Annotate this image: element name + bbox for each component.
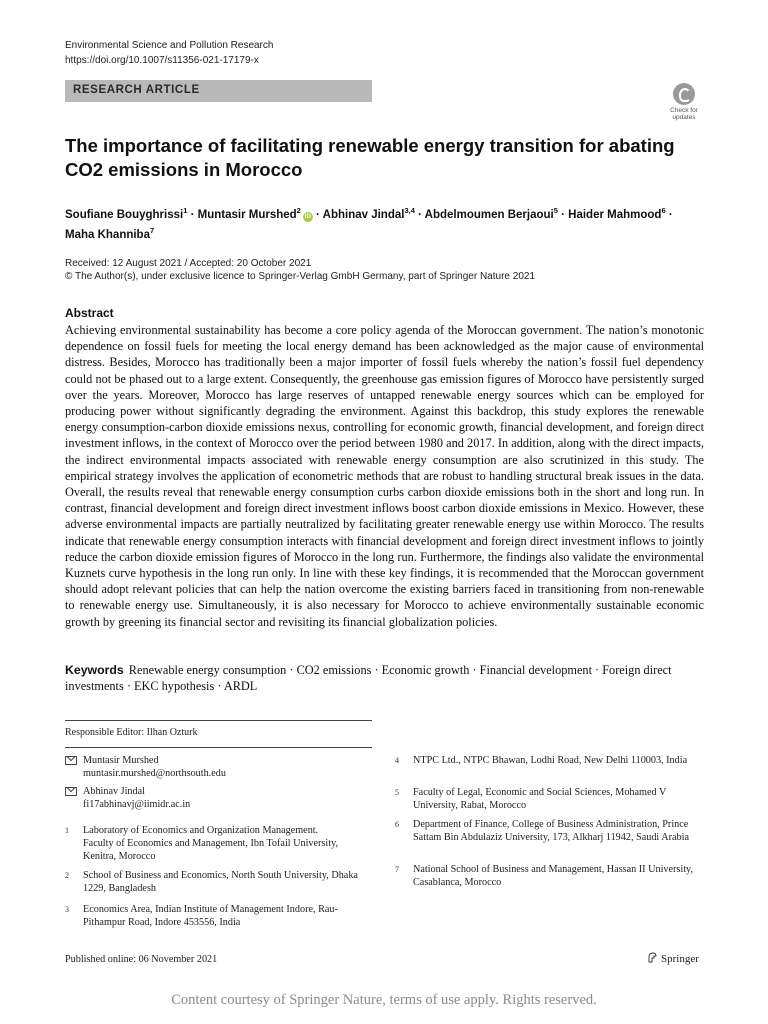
affiliation-text: Department of Finance, College of Business Administration, Prince Sattam Bin Abdulaziz University, 173, Alkharj 11942, Saudi Arabia <box>413 819 689 843</box>
journal-name: Environmental Science and Pollution Research <box>65 40 274 51</box>
author-name: Haider Mahmood <box>568 208 662 221</box>
article-type-label: RESEARCH ARTICLE <box>73 84 200 96</box>
divider <box>65 720 372 721</box>
keywords <box>65 662 704 694</box>
contact-name: Muntasir Murshed <box>83 755 159 766</box>
affiliation-text: Laboratory of Economics and Organization Management. Faculty of Economics and Management, Ibn Tofail University, Kenitra, Morocco <box>83 825 339 862</box>
published-date: Published online: 06 November 2021 <box>65 954 218 965</box>
author-affiliation-mark: 7 <box>149 225 155 235</box>
affiliation-text: Economics Area, Indian Institute of Management Indore, Rau-Pithampur Road, Indore 453556, India <box>83 904 338 928</box>
check-updates-icon <box>673 83 695 105</box>
keywords-list: Renewable energy consumption · CO2 emissions · Economic growth · Financial development · Foreign direct investments · EKC hypothesis · ARDL <box>65 663 672 694</box>
affiliation-text: School of Business and Economics, North South University, Dhaka 1229, Bangladesh <box>83 870 358 894</box>
author-name: Soufiane Bouyghrissi <box>65 208 184 221</box>
contact-name: Abhinav Jindal <box>83 786 145 797</box>
affiliation-item <box>65 869 365 897</box>
author-affiliation-mark: 1 <box>183 206 188 215</box>
contact-entry <box>65 785 365 813</box>
affiliation-item <box>65 824 365 864</box>
affiliation-item <box>395 754 705 782</box>
publisher-name: Springer <box>661 953 699 965</box>
affiliation-number: 6 <box>395 820 399 829</box>
contact-entry <box>65 754 365 782</box>
affiliation-number: 4 <box>395 756 399 765</box>
springer-horse-icon <box>648 952 657 963</box>
received-dates: Received: 12 August 2021 / Accepted: 20 October 2021 <box>65 258 312 269</box>
content-courtesy-note: Content courtesy of Springer Nature, terms of use apply. Rights reserved. <box>171 992 597 1008</box>
publisher-logo <box>648 952 699 965</box>
affiliation-text: NTPC Ltd., NTPC Bhawan, Lodhi Road, New Delhi 110003, India <box>413 755 688 766</box>
affiliation-number: 5 <box>395 788 399 797</box>
contact-email[interactable]: fi17abhinavj@iimidr.ac.in <box>83 799 191 810</box>
author-affiliation-mark: 5 <box>553 206 558 215</box>
contact-email[interactable]: muntasir.murshed@northsouth.edu <box>83 768 226 779</box>
divider <box>65 747 372 748</box>
affiliation-number: 3 <box>65 905 69 914</box>
keywords-label: Keywords <box>65 663 124 677</box>
affiliation-item <box>395 818 705 860</box>
author-list: Soufiane Bouyghrissi$^1$ · Muntasir Murshed$^2$iD · Abhinav Jindal$^{3,4}$ · Abdelmoumen Berjaoui$^5$ · Haider Mahmood$^6$ · Maha Khanniba$^7$ <box>65 206 673 241</box>
affiliation-text: National School of Business and Management, Hassan II University, Casablanca, Morocco <box>413 864 694 888</box>
affiliation-number: 2 <box>65 871 69 880</box>
orcid-icon[interactable]: iD <box>304 212 312 220</box>
affiliation-item <box>65 903 365 931</box>
author-name: Abdelmoumen Berjaoui <box>424 208 554 221</box>
author-affiliation-mark: 6 <box>661 206 666 215</box>
doi-link[interactable]: https://doi.org/10.1007/s11356-021-17179-x <box>65 55 259 66</box>
affiliation-number: 1 <box>65 826 69 835</box>
affiliation-item <box>395 786 705 814</box>
author-affiliation-mark: 2 <box>296 206 301 215</box>
author-name: Abhinav Jindal <box>322 208 405 221</box>
abstract-text: Achieving environmental sustainability has become a core policy agenda of the Moroccan government. The nation’s monotonic dependence on fossil fuels for meeting the local energy demand has been acknowledged as the major cause of environmental distress. Besides, Morocco has traditionally been a major importer of fossil fuels whereby the nation’s fossil fuel dependency could not be phased out to a large extent. Consequently, the greenhouse gas emission figures of Morocco have persistently surged over the years. Moreover, Morocco has large reserves of untapped renewable energy sources which can be employed for producing power without significantly degrading the environment. Against this backdrop, this study explores the renewable energy consumption-carbon dioxide emissions nexus, controlling for economic growth, financial development, and foreign direct investment inflows, in the context of Morocco over the period between 1980 and 2017. In addition, along with the direct impacts, the indirect environmental impacts associated with renewable energy consumption are also scrutinized in this study. The empirical strategy involves the application of econometric methods that are robust to handling structural break issues in the data. Overall, the results reveal that renewable energy consumption curbs carbon dioxide emissions both in the short and long run. In contrast, financial development and foreign direct investment inflows boost carbon dioxide emissions in Mexico. However, these adverse environmental impacts are partially neutralized by facilitating greater renewable energy use within Morocco. The results indicate that renewable energy consumption interacts with financial development and foreign direct investment inflows to jointly reduce the carbon dioxide emission figures of Morocco in the long run. Furthermore, the findings also validate the environmental Kuznets curve hypothesis in the long run only. In line with these key findings, it is recommended that the Moroccan government should adopt relevant policies that can help the nation overcome the existing barriers faced in transitioning from non-renewable to renewable energy use. Simultaneously, it is also necessary for Morocco to achieve environmentally sustainable economic growth by greening its financial sector and revisiting its financial globalization policies. <box>65 323 704 629</box>
author-name: Muntasir Murshed <box>197 208 297 221</box>
affiliation-text: Faculty of Legal, Economic and Social Sciences, Mohamed V University, Rabat, Morocco <box>413 787 667 811</box>
author-name: Maha Khanniba <box>65 228 150 241</box>
affiliation-item <box>395 863 705 891</box>
envelope-icon <box>65 756 77 765</box>
responsible-editor: Responsible Editor: Ilhan Ozturk <box>65 727 198 738</box>
check-updates-label: Check for updates <box>670 107 698 121</box>
check-for-updates-badge[interactable] <box>665 83 703 123</box>
abstract-heading: Abstract <box>65 306 114 320</box>
copyright-line: © The Author(s), under exclusive licence to Springer-Verlag GmbH Germany, part of Springer Nature 2021 <box>65 271 535 282</box>
envelope-icon <box>65 787 77 796</box>
affiliation-number: 7 <box>395 865 399 874</box>
article-title: The importance of facilitating renewable energy transition for abating CO2 emissions in Morocco <box>65 135 675 180</box>
author-affiliation-mark: 3,4 <box>404 206 415 215</box>
